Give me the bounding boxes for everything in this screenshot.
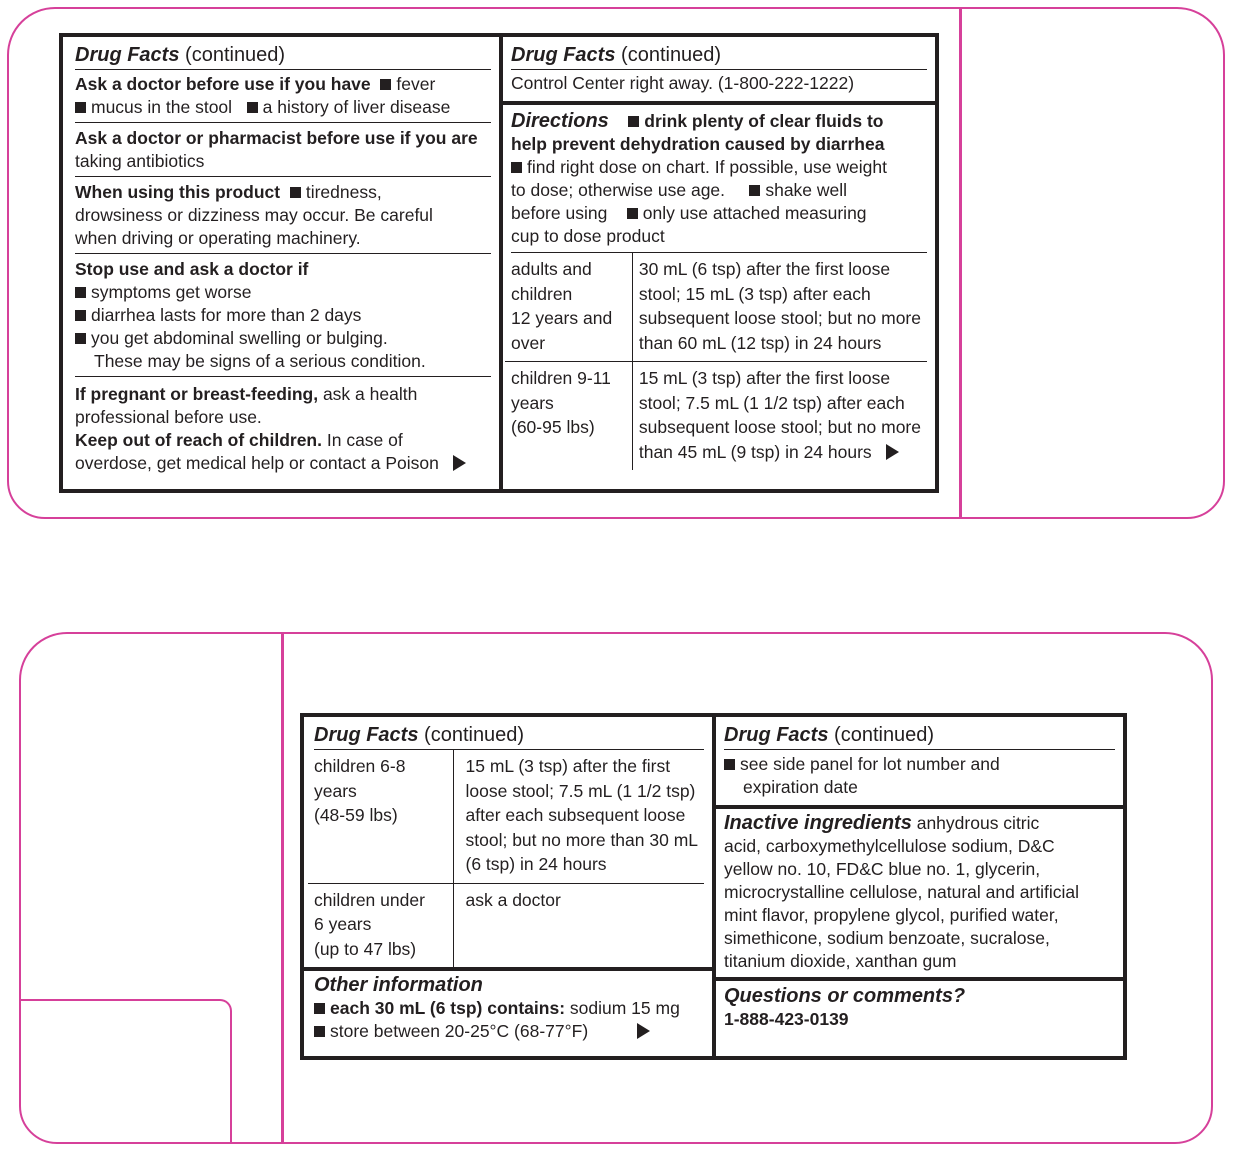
pregnant-text: professional before use. bbox=[75, 407, 262, 427]
questions-heading: Questions or comments? bbox=[724, 985, 966, 1007]
ask-doctor-item: a history of liver disease bbox=[262, 97, 451, 117]
dose-text: 30 mL (6 tsp) after the first loose bbox=[638, 259, 891, 279]
table-row bbox=[505, 253, 927, 362]
continued-label: (continued) bbox=[621, 44, 722, 66]
drug-facts-title: Drug Facts bbox=[75, 44, 180, 66]
directions-text: shake well bbox=[765, 180, 848, 200]
lot-text: see side panel for lot number and bbox=[740, 754, 1000, 774]
inactive-text: microcrystalline cellulose, natural and artificial bbox=[724, 882, 1080, 902]
keep-out-heading: Keep out of reach of children. bbox=[75, 430, 322, 450]
control-center-text bbox=[503, 70, 935, 101]
dose-cell bbox=[453, 883, 704, 967]
inactive-text: simethicone, sodium benzoate, sucralose, bbox=[724, 928, 1050, 948]
bullet-icon bbox=[314, 1026, 325, 1037]
age-text: children under bbox=[314, 889, 425, 910]
dose-cell bbox=[632, 362, 927, 471]
age-text: (48-59 lbs) bbox=[314, 805, 398, 825]
when-using-text: when driving or operating machinery. bbox=[75, 228, 361, 248]
other-info-section bbox=[304, 971, 712, 1043]
top-label-fold-line bbox=[959, 8, 962, 518]
continued-label: (continued) bbox=[834, 724, 935, 746]
stop-use-item: you get abdominal swelling or bulging. bbox=[91, 328, 388, 348]
bullet-icon bbox=[290, 187, 301, 198]
dosing-table bbox=[505, 253, 927, 470]
directions-section bbox=[503, 105, 935, 252]
panel4-column bbox=[716, 717, 1123, 1056]
other-info-bold: each 30 mL (6 tsp) contains: bbox=[330, 998, 566, 1018]
bullet-icon bbox=[247, 102, 258, 113]
age-text: (60-95 lbs) bbox=[511, 417, 595, 437]
age-cell bbox=[505, 362, 632, 471]
bullet-icon bbox=[75, 102, 86, 113]
ask-doctor-item: mucus in the stool bbox=[91, 97, 233, 117]
bullet-icon bbox=[75, 333, 86, 344]
table-row bbox=[505, 362, 927, 471]
pregnant-text: ask a health bbox=[322, 384, 418, 404]
age-cell bbox=[505, 253, 632, 362]
inactive-text: titanium dioxide, xanthan gum bbox=[724, 951, 957, 971]
age-text: adults and children bbox=[511, 259, 592, 304]
questions-section bbox=[716, 981, 1123, 1031]
directions-bold-text: drink plenty of clear fluids to bbox=[644, 111, 884, 131]
directions-text: find right dose on chart. If possible, use weight bbox=[527, 157, 887, 177]
bullet-icon bbox=[627, 208, 638, 219]
inactive-text: yellow no. 10, FD&C blue no. 1, glycerin, bbox=[724, 859, 1041, 879]
top-drug-facts-panel bbox=[59, 33, 939, 493]
bottom-label-flap bbox=[20, 999, 232, 1142]
age-text: (up to 47 lbs) bbox=[314, 938, 417, 959]
drug-facts-title: Drug Facts bbox=[314, 724, 419, 746]
lot-info-section bbox=[716, 750, 1123, 805]
inactive-text: anhydrous citric bbox=[916, 813, 1040, 833]
bullet-icon bbox=[75, 287, 86, 298]
bullet-icon bbox=[628, 116, 639, 127]
when-using-heading: When using this product bbox=[75, 182, 281, 202]
age-cell bbox=[308, 883, 453, 967]
continue-arrow-icon bbox=[886, 444, 899, 460]
panel3-column bbox=[304, 717, 712, 1056]
dose-text: loose stool; 7.5 mL (1 1/2 tsp) bbox=[465, 780, 696, 801]
age-text: 6 years bbox=[314, 914, 372, 934]
dose-text: stool; 15 mL (3 tsp) after each bbox=[638, 283, 871, 304]
directions-bold-text: help prevent dehydration caused by diarrhea bbox=[511, 134, 885, 154]
panel3-header bbox=[314, 717, 704, 750]
table-row bbox=[308, 883, 704, 967]
directions-text: to dose; otherwise use age. bbox=[511, 180, 726, 200]
ask-pharmacist-section bbox=[63, 123, 499, 176]
panel4-header bbox=[724, 717, 1115, 750]
bullet-icon bbox=[314, 1003, 325, 1014]
ask-doctor-heading: Ask a doctor before use if you have bbox=[75, 74, 371, 94]
panel2-column bbox=[503, 37, 935, 489]
when-using-text: drowsiness or dizziness may occur. Be careful bbox=[75, 205, 433, 225]
other-info-text: sodium 15 mg bbox=[569, 998, 680, 1018]
age-text: children 6-8 years bbox=[314, 756, 406, 801]
inactive-ingredients-section bbox=[716, 809, 1123, 977]
other-info-text: store between 20-25°C (68-77°F) bbox=[330, 1021, 589, 1041]
panel2-header bbox=[511, 37, 927, 70]
ask-doctor-section bbox=[63, 70, 499, 122]
ask-pharmacist-text: taking antibiotics bbox=[75, 151, 205, 171]
bullet-icon bbox=[724, 759, 735, 770]
panel1-column bbox=[63, 37, 499, 489]
bullet-icon bbox=[380, 79, 391, 90]
drug-facts-title: Drug Facts bbox=[724, 724, 829, 746]
ask-pharmacist-heading: Ask a doctor or pharmacist before use if you are bbox=[75, 128, 478, 148]
dose-text: ask a doctor bbox=[465, 889, 561, 910]
stop-use-item: symptoms get worse bbox=[91, 282, 252, 302]
when-using-section bbox=[63, 177, 499, 253]
bullet-icon bbox=[511, 162, 522, 173]
drug-facts-title: Drug Facts bbox=[511, 44, 616, 66]
directions-text: cup to dose product bbox=[511, 226, 665, 246]
stop-use-tail: These may be signs of a serious condition. bbox=[94, 351, 426, 371]
dose-text: 15 mL (3 tsp) after the first loose bbox=[638, 368, 891, 388]
continue-arrow-icon bbox=[453, 455, 466, 471]
bottom-drug-facts-panel bbox=[300, 713, 1127, 1060]
dose-text: (6 tsp) in 24 hours bbox=[465, 854, 607, 874]
age-cell bbox=[308, 750, 453, 883]
continued-label: (continued) bbox=[424, 724, 525, 746]
other-info-heading: Other information bbox=[314, 974, 483, 996]
dose-text: than 45 mL (9 tsp) in 24 hours bbox=[638, 441, 872, 462]
directions-text: only use attached measuring bbox=[642, 203, 867, 223]
bottom-label-fold-line bbox=[281, 633, 284, 1143]
dose-text: subsequent loose stool; but no more bbox=[638, 308, 921, 328]
bullet-icon bbox=[75, 310, 86, 321]
inactive-text: acid, carboxymethylcellulose sodium, D&C bbox=[724, 836, 1055, 856]
pregnant-heading: If pregnant or breast-feeding, bbox=[75, 384, 319, 404]
dose-text: 15 mL (3 tsp) after the first bbox=[465, 756, 671, 776]
directions-heading: Directions bbox=[511, 110, 609, 132]
age-text: 12 years and over bbox=[511, 308, 613, 353]
stop-use-item: diarrhea lasts for more than 2 days bbox=[91, 305, 362, 325]
dose-cell bbox=[632, 253, 927, 362]
inactive-text: mint flavor, propylene glycol, purified water, bbox=[724, 905, 1059, 925]
lot-text: expiration date bbox=[743, 777, 858, 797]
questions-phone: 1-888-423-0139 bbox=[724, 1009, 849, 1029]
continued-label: (continued) bbox=[185, 44, 286, 66]
dose-text: stool; but no more than 30 mL bbox=[465, 829, 698, 850]
bullet-icon bbox=[749, 185, 760, 196]
continue-arrow-icon bbox=[637, 1023, 650, 1039]
directions-text: before using bbox=[511, 203, 608, 223]
table-row bbox=[308, 750, 704, 883]
stop-use-heading: Stop use and ask a doctor if bbox=[75, 259, 309, 279]
inactive-heading: Inactive ingredients bbox=[724, 812, 912, 834]
pregnant-section bbox=[63, 377, 499, 475]
keep-out-text: In case of bbox=[326, 430, 403, 450]
panel1-header bbox=[75, 37, 491, 70]
dose-text: after each subsequent loose bbox=[465, 805, 686, 825]
when-using-text: tiredness, bbox=[305, 182, 382, 202]
dose-text: than 60 mL (12 tsp) in 24 hours bbox=[638, 332, 882, 353]
keep-out-text: overdose, get medical help or contact a Poison bbox=[75, 453, 439, 473]
age-text: children 9-11 years bbox=[511, 368, 611, 413]
dosing-table bbox=[308, 750, 704, 967]
dose-text: subsequent loose stool; but no more bbox=[638, 417, 921, 437]
control-center-line: Control Center right away. (1-800-222-1222) bbox=[511, 73, 855, 93]
stop-use-section bbox=[63, 254, 499, 376]
ask-doctor-item: fever bbox=[396, 74, 436, 94]
dose-cell bbox=[453, 750, 704, 883]
dose-text: stool; 7.5 mL (1 1/2 tsp) after each bbox=[638, 392, 905, 413]
